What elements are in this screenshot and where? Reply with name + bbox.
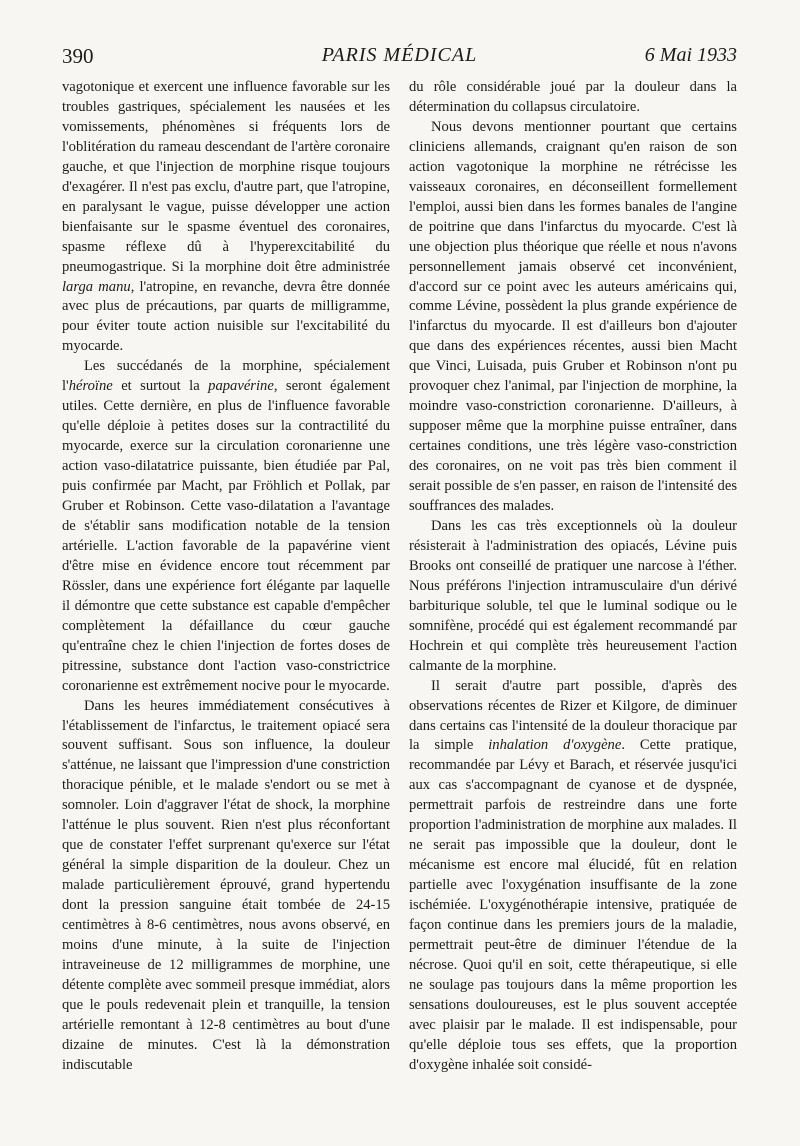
journal-title: PARIS MÉDICAL xyxy=(321,44,478,66)
italic-text: larga manu xyxy=(62,278,131,295)
paragraph: Dans les cas très exceptionnels où la douleur résisterait à l'administration des opiacés, Lévine puis Brooks ont conseillé de pratiquer une narcose à l'éther. Nous préférons l'injection intramusculaire d'un dérivé barbiturique soluble, tel que le luminal sodique ou le somnifène, procédé qui est également recommandé par Hochrein et qui complète très heureusement l'action calmante de la morphine. xyxy=(409,517,737,674)
left-column xyxy=(62,78,390,1076)
paragraph: Il serait d'autre part possible, d'après des observations récentes de Rizer et Kilgore, de diminuer dans certains cas l'intensité de la douleur thoracique par la simple inhalation d'oxygène. Cette pratique, recommandée par Lévy et Barach, et réservée jusqu'ici aux cas s'accompagnant de cyanose et de dyspnée, permettrait parfois de restreindre dans une forte proportion l'administration de morphine aux malades. Il ne serait pas impossible que la douleur, dont le mécanisme est encore mal élucidé, fût en relation partielle avec l'oxygénation insuffisante de la zone ischémiée. L'oxygénothérapie intensive, pratiquée de façon continue dans les premiers jours de la maladie, permettrait peut-être de diminuer l'étendue de la nécrose. Quoi qu'il en soit, cette thérapeutique, si elle ne soulage pas toujours dans la même proportion les sensations douloureuses, est le plus souvent acceptée avec plaisir par le malade. Il est indispensable, pour qu'elle déploie tous ses effets, que la proportion d'oxygène inhalée soit considé- xyxy=(409,677,737,1073)
italic-text: inhalation d'oxygène xyxy=(488,737,622,754)
paragraph: Les succédanés de la morphine, spécialement l'héroïne et surtout la papavérine, seront également utiles. Cette dernière, en plus de l'influence favorable qu'elle déploie à petites doses sur la contractilité du myocarde, exerce sur la circulation coronarienne une action vaso-dilatatrice puissante, bien étudiée par Pal, puis confirmée par Macht, par Fröhlich et Pollak, par Gruber et Robinson. Cette vaso-dilatation a l'avantage de s'établir sans modification notable de la tension artérielle. L'action favorable de la papavérine vient d'être mise en évidence encore tout récemment par Rössler, dans une expérience fort élégante par laquelle il démontre que cette substance est capable d'empêcher complètement la défaillance du cœur gauche qu'entraîne chez le chien l'injection de fortes doses de pitressine, substance dont l'action vaso-constrictrice coronarienne est extrêmement nocive pour le myocarde. xyxy=(62,358,390,694)
paragraph: du rôle considérable joué par la douleur dans la détermination du collapsus circulatoire. xyxy=(409,79,737,115)
paragraph: Nous devons mentionner pourtant que certains cliniciens allemands, craignant qu'en raison de son action vagotonique la morphine ne rétrécisse les vaisseaux coronaires, en déconseillent formellement l'emploi, aussi bien dans les formes banales de l'angine de poitrine que dans l'infarctus du myocarde. C'est là une objection plus théorique que réelle et nous n'avons personnellement jamais observé cet inconvénient, d'accord sur ce point avec les auteurs américains qui, comme Lévine, possèdent la plus grande expérience de l'infarctus du myocarde. Il est d'ailleurs bon d'ajouter que dans des expériences récentes, aussi bien Macht que Vinci, Luisada, puis Gruber et Robinson n'ont pu provoquer chez l'animal, par l'injection de morphine, la moindre vaso-constriction coronarienne. D'ailleurs, à supposer même que la morphine puisse entraîner, dans certaines conditions, une très légère vaso-constriction des coronaires, on ne voit pas très bien comment il serait possible de s'en passer, en raison de l'intensité des souffrances des malades. xyxy=(409,118,737,515)
italic-text: papavérine xyxy=(208,378,274,395)
right-column xyxy=(409,78,737,1076)
page-number: 390 xyxy=(62,44,94,68)
issue-date: 6 Mai 1933 xyxy=(644,44,737,66)
italic-text: héroïne xyxy=(68,378,113,395)
page-header xyxy=(62,44,737,74)
paragraph: vagotonique et exercent une influence favorable sur les troubles gastriques, spécialement les nausées et les vomissements, phénomènes si fréquents lors de l'oblitération du rameau descendant de l'artère coronaire gauche, et que l'injection de morphine risque toujours d'exagérer. Il n'est pas exclu, d'autre part, que l'atropine, en paralysant le vague, puisse développer une action bienfaisante sur le spasme éventuel des coronaires, spasme réflexe dû à l'hyperexcitabilité du pneumogastrique. Si la morphine doit être administrée larga manu, l'atropine, en revanche, devra être donnée avec plus de précautions, par quarts de milligramme, pour éviter toute action nuisible sur l'excitabilité du myocarde. xyxy=(62,79,390,355)
paragraph: Dans les heures immédiatement consécutives à l'établissement de l'infarctus, le traitement opiacé sera souvent suffisant. Sous son influence, la douleur s'atténue, ne laissant que l'impression d'une constriction thoracique pénible, et le malade s'endort ou se met à somnoler. Loin d'aggraver l'état de shock, la morphine l'atténue le plus souvent. Rien n'est plus réconfortant que de constater l'effet surprenant qu'exerce sur l'état général la simple disparition de la douleur. Chez un malade particulièrement éprouvé, grand hypertendu dont la pression sanguine était tombée de 24-15 centimètres à 8-6 centimètres, nous avons observé, en moins d'une minute, à la suite de l'injection intraveineuse de 12 milligrammes de morphine, une détente complète avec sommeil presque immédiat, alors que le pouls redevenait plein et tranquille, la tension artérielle remontant à 12-8 centimètres au bout d'une dizaine de minutes. C'est là la démonstration indiscutable xyxy=(62,697,390,1073)
